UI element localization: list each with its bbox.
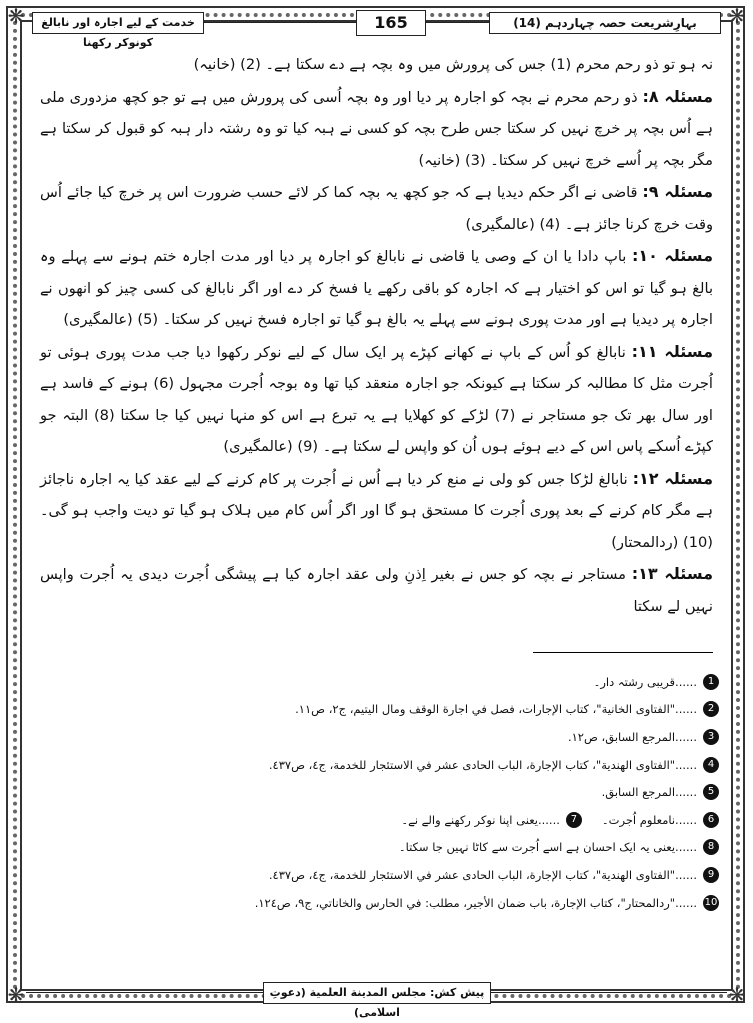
footnote (40, 778, 719, 806)
footnote-number: 1 (703, 674, 719, 690)
masala-label: مسئلہ ۱۳: (631, 564, 714, 583)
paragraph (40, 81, 713, 177)
footnote (40, 723, 719, 751)
page-header (26, 10, 727, 49)
footnote-text: ......"الفتاوى الهندية"، كتاب الإجارة، الباب الحادى عشر في الاستئجار للخدمة، ج٤، ص٤٣٧. (268, 867, 697, 882)
page-footer (0, 982, 753, 1019)
paragraph-text: نابالغ لڑکا جس کو ولی نے منع کر دیا ہے اُس نے اُجرت پر کام کرنے کے لیے عقد کیا یہ اجارہ ناجائز ہے مگر کام کرنے کے بعد پوری اُجرت کا مستحق ہو گا اور اگر اُس کام میں ہلاک ہو گیا تو دیت واجب ہو گی۔ (10) (ردالمحتار) (40, 470, 713, 551)
footnote-number: 3 (703, 729, 719, 745)
paragraph (40, 336, 713, 463)
footnote-number: 8 (703, 839, 719, 855)
footnote-number: 10 (703, 895, 719, 911)
header-rule (202, 22, 356, 23)
footer-rule (26, 992, 263, 993)
paragraph-text: نہ ہو تو ذو رحم محرم (1) جس کی پرورش میں وہ بچہ ہے دے سکتا ہے۔ (2) (خانیہ) (193, 56, 713, 73)
footnote-text: ......قریبی رشتہ دار۔ (593, 674, 697, 689)
footnote-text: ......"الفتاوى الهندية"، كتاب الإجارة، الباب الحادى عشر في الاستئجار للخدمة، ج٤، ص٤٣٧. (268, 757, 697, 772)
paragraph-text: باپ دادا یا ان کے وصی یا قاضی نے نابالغ کو اجارہ پر دیا اور مدت اجارہ ختم ہونے سے پہلے وہ بالغ ہو گیا تو اس کو اختیار ہے کہ اجارہ کو باقی رکھے یا فسخ کر دے اور اگر نابالغ کی کسی چیز کو انھوں نے اجارہ پر دیدیا ہے اور مدت پوری ہونے سے پہلے یہ بالغ ہو گیا تو اجارہ فسخ نہیں کر سکتا۔ (5) (عالمگیری) (40, 248, 713, 328)
footnote-pair (40, 806, 719, 834)
corner-ornament-icon: ❋ (728, 983, 746, 1007)
footnote-number: 4 (703, 757, 719, 773)
corner-ornament-icon: ❋ (7, 983, 25, 1007)
paragraph-text: نابالغ کو اُس کے باپ نے کھانے کپڑے پر ایک سال کے لیے نوکر رکھوا دیا جب مدت پوری ہوئی تو اُجرت مثل کا مطالبہ کر سکتا ہے کیونکہ جو اجارہ منعقد کیا تھا وہ بوجہ اُجرت مجہول (6) ہونے کے فاسد ہے اور سال بھر تک جو مستاجر نے (7) لڑکے کو کھلایا ہے یہ تبرع ہے اس کو منہا نہیں کیا جا سکتا (8) البتہ جو کپڑے اُسکے پاس اس کے دیے ہوئے ہوں اُن کو واپس لے سکتا ہے۔ (9) (عالمگیری) (40, 343, 713, 455)
footnote (602, 812, 719, 828)
masala-label: مسئلہ ۸: (642, 86, 713, 106)
masala-label: مسئلہ ۱۰: (631, 246, 713, 265)
paragraph-text: قاضی نے اگر حکم دیدیا ہے کہ جو کچھ یہ بچہ کما کر لائے حسب ضرورت اس پر خرچ کیا جائے اُس وقت خرچ کرنا جائز ہے۔ (4) (عالمگیری) (40, 184, 713, 233)
paragraph-text: مستاجر نے بچہ کو جس نے بغیر اِذنِ ولی عقد اجارہ کیا ہے پیشگی اُجرت دیدی یہ اُجرت واپس نہیں لے سکتا (40, 566, 713, 615)
masala-label: مسئلہ ۹: (642, 182, 713, 201)
publisher-credit: پیش کش: مجلس المدينة العلمية (دعوتِ اسلامی) (263, 982, 491, 1004)
paragraph (40, 48, 713, 81)
footnote-text: ......المرجع السابق. (601, 785, 697, 800)
main-text (40, 48, 713, 622)
footnote (40, 861, 719, 889)
masala-label: مسئلہ ۱۱: (631, 341, 713, 361)
footnote-text: ......المرجع السابق، ص١٢. (567, 729, 697, 744)
footnote (40, 696, 719, 724)
paragraph (40, 463, 713, 559)
paragraph-text: ذو رحم محرم نے بچہ کو اجارہ پر دیا اور وہ بچہ اُسی کی پرورش میں ہے تو جو کچھ مزدوری ملی ہے اُس بچہ پر خرچ نہیں کر سکتا جس طرح بچہ کو کسی نے ہبہ کیا تو وہ رشتہ دار ہبہ کو قبول کر سکتا ہے مگر بچہ پر اُسے خرچ نہیں کر سکتا۔ (3) (خانیہ) (40, 88, 713, 169)
footnote (40, 834, 719, 862)
paragraph (40, 176, 713, 240)
footnote-text: ......"الفتاوى الخانية"، كتاب الإجارات، فصل في اجارة الوقف ومال اليتيم، ج٢، ص١١. (295, 702, 697, 717)
footnote-text: ......یعنی اپنا نوکر رکھنے والے نے۔ (401, 812, 560, 827)
footnote-text: ......"ردالمحتار"، كتاب الإجارة، باب ضمان الأجير، مطلب: في الحارس والخاناتي، ج٩، ص١٢٤. (254, 895, 697, 910)
footnotes (40, 668, 719, 916)
masala-label: مسئلہ ۱۲: (632, 468, 713, 488)
paragraph (40, 240, 713, 336)
footnote (40, 751, 719, 779)
footnote-number: 7 (566, 812, 582, 828)
footnote-number: 5 (703, 784, 719, 800)
page-number: 165 (356, 10, 426, 36)
paragraph (40, 558, 713, 622)
corner-ornament-icon: ❋ (728, 4, 746, 28)
footnote-text: ......یعنی یہ ایک احسان ہے اسے اُجرت سے کاٹا نہیں جا سکتا۔ (398, 840, 697, 855)
footnote (401, 812, 582, 828)
footnote (40, 668, 719, 696)
footnote-number: 9 (703, 867, 719, 883)
footnote (40, 889, 719, 917)
footnote-separator (533, 652, 713, 653)
footnote-number: 6 (703, 812, 719, 828)
footer-rule (489, 992, 727, 993)
book-title: بہارِشریعت حصہ چہاردہم (14) (489, 12, 721, 34)
corner-ornament-icon: ❋ (7, 4, 25, 28)
header-rule (424, 22, 497, 23)
footnote-number: 2 (703, 701, 719, 717)
chapter-title: خدمت کے لیے اجارہ اور نابالغ کونوکر رکھنا (32, 12, 204, 34)
footnote-text: ......نامعلوم اُجرت۔ (601, 812, 697, 827)
